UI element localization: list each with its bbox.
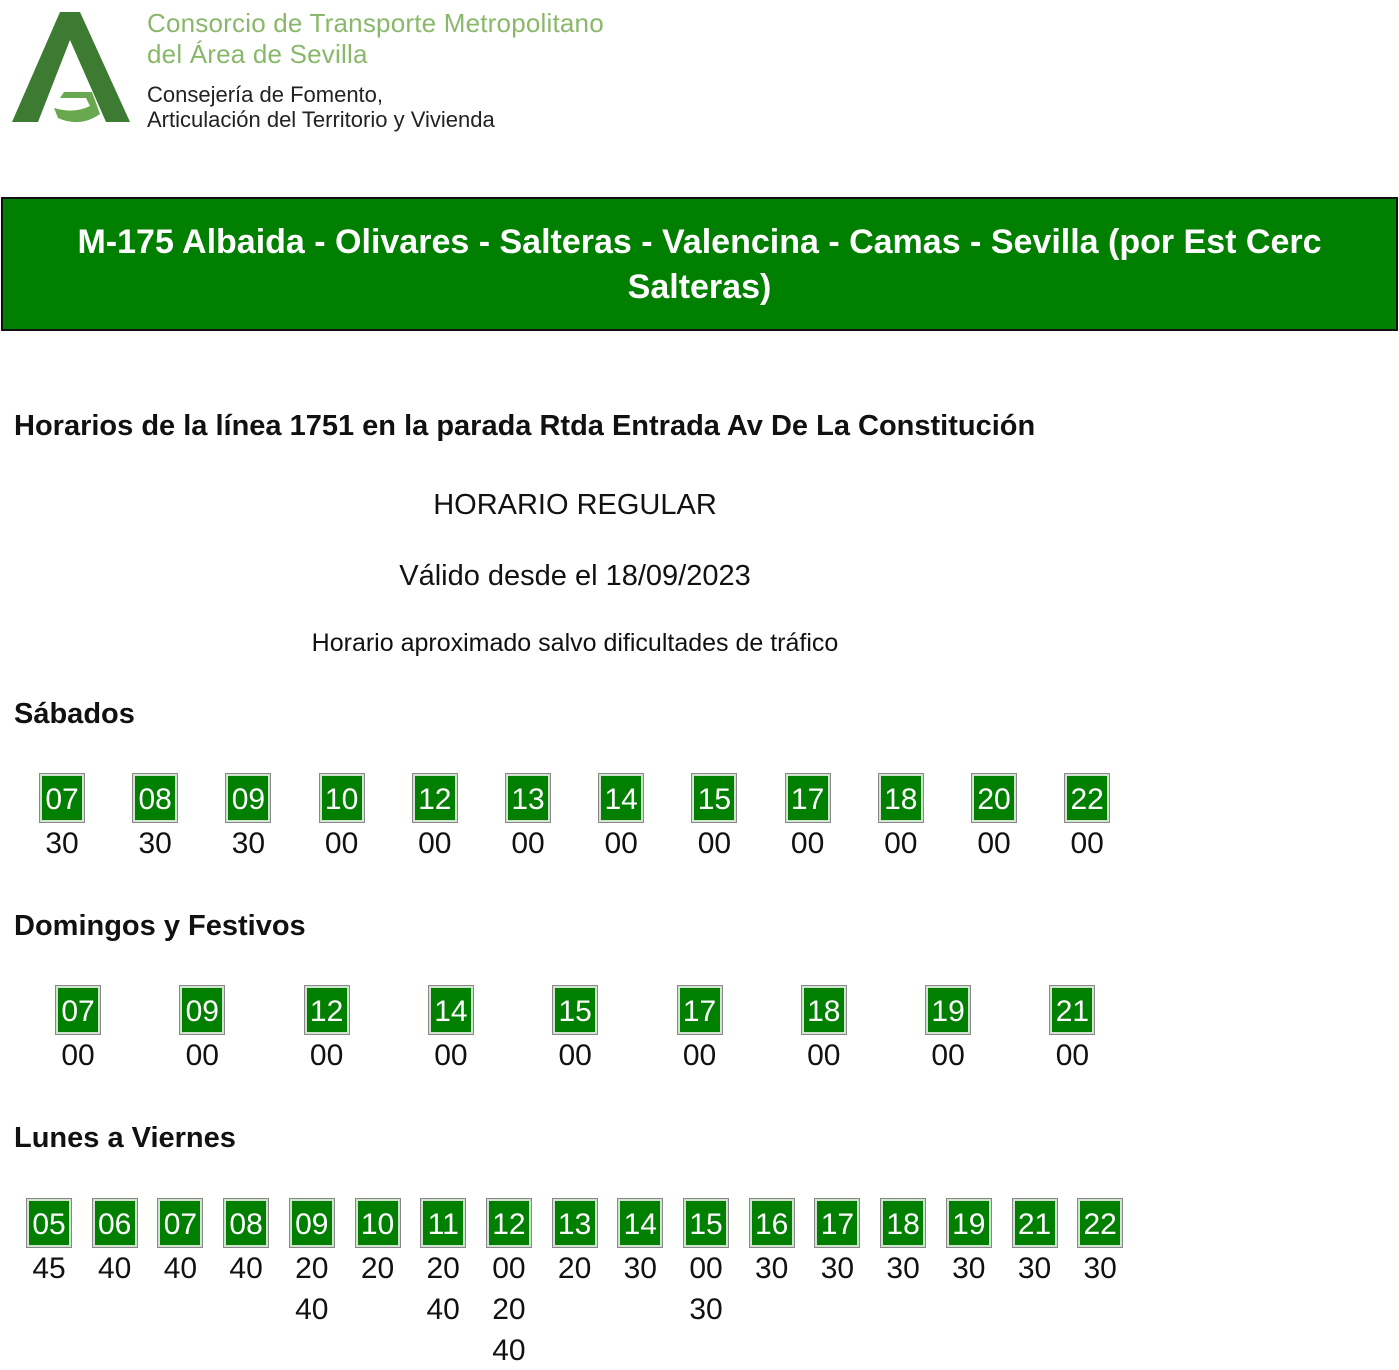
schedule-entry <box>871 774 931 863</box>
minute-value: 40 <box>229 1252 263 1285</box>
schedule-entry <box>918 986 978 1075</box>
hour-badge: 08 <box>224 1199 268 1247</box>
minute-value: 00 <box>689 1252 723 1285</box>
schedule-entry <box>964 774 1024 863</box>
minute-value: 20 <box>360 1252 395 1285</box>
minute-value: 40 <box>492 1334 526 1367</box>
minute-value: 00 <box>790 827 825 860</box>
org-name <box>147 8 604 70</box>
minute-value: 20 <box>557 1252 592 1285</box>
schedule-type: HORARIO REGULAR <box>433 489 717 521</box>
schedule-entry <box>312 774 372 863</box>
schedule-entry <box>1057 774 1117 863</box>
schedule-entry <box>545 986 605 1075</box>
hour-badge: 18 <box>802 986 846 1034</box>
hour-badge: 17 <box>815 1199 859 1247</box>
minute-value: 00 <box>324 827 359 860</box>
minute-value: 30 <box>952 1252 986 1285</box>
hour-badge: 09 <box>290 1199 334 1247</box>
hour-badge: 20 <box>972 774 1016 822</box>
schedule-entry <box>405 774 465 863</box>
hour-badge: 17 <box>786 774 830 822</box>
minute-value: 40 <box>295 1293 329 1326</box>
hour-badge: 22 <box>1078 1199 1122 1247</box>
schedule-entry <box>794 986 854 1075</box>
minute-value: 30 <box>755 1252 789 1285</box>
hour-badge: 09 <box>180 986 224 1034</box>
schedule-entry <box>19 1199 79 1288</box>
minute-value: 30 <box>623 1252 657 1285</box>
minute-value: 20 <box>426 1252 460 1285</box>
minute-value: 00 <box>434 1039 468 1072</box>
schedule-entry <box>1070 1199 1130 1288</box>
minute-value: 00 <box>931 1039 965 1072</box>
hour-badge: 18 <box>881 1199 925 1247</box>
hour-badge: 07 <box>40 774 84 822</box>
hour-badge: 12 <box>487 1199 531 1247</box>
schedule-entry <box>150 1199 210 1288</box>
route-title-line1: M-175 Albaida - Olivares - Salteras - Valencina - Camas - Sevilla (por Est Cerc <box>77 223 1322 261</box>
hour-badge: 13 <box>506 774 550 822</box>
hour-badge: 05 <box>27 1199 71 1247</box>
route-title <box>3 199 1396 310</box>
schedule-entry <box>85 1199 145 1288</box>
schedule-entry <box>807 1199 867 1288</box>
hour-badge: 06 <box>93 1199 137 1247</box>
minute-value: 30 <box>231 827 266 860</box>
schedule-entry <box>742 1199 802 1288</box>
minute-value: 00 <box>511 827 545 860</box>
hour-badge: 21 <box>1013 1199 1057 1247</box>
minute-value: 00 <box>604 827 638 860</box>
minute-value: 45 <box>32 1252 66 1285</box>
hour-badge: 21 <box>1050 986 1094 1034</box>
stop-title: Horarios de la línea 1751 en la parada Rtda Entrada Av De La Constitución <box>14 410 1036 442</box>
hour-badge: 18 <box>879 774 923 822</box>
minute-value: 40 <box>163 1252 198 1285</box>
hour-badge: 22 <box>1065 774 1109 822</box>
minute-value: 20 <box>295 1252 329 1285</box>
schedule-entry <box>297 986 357 1075</box>
minute-value: 20 <box>492 1293 526 1326</box>
schedule-entry <box>218 774 278 863</box>
hour-badge: 17 <box>678 986 722 1034</box>
schedule-entry <box>216 1199 276 1288</box>
hour-badge: 07 <box>56 986 100 1034</box>
hour-badge: 15 <box>553 986 597 1034</box>
schedule-entry <box>125 774 185 863</box>
hour-badge: 11 <box>421 1199 465 1247</box>
minute-value: 00 <box>682 1039 717 1072</box>
org-name-line1: Consorcio de Transporte Metropolitano <box>147 8 604 38</box>
schedule-entry <box>939 1199 999 1288</box>
schedule-entry <box>172 986 232 1075</box>
minute-value: 00 <box>884 827 918 860</box>
valid-from: Válido desde el 18/09/2023 <box>399 560 751 592</box>
schedule-entry <box>778 774 838 863</box>
minute-value: 40 <box>98 1252 132 1285</box>
schedule-entry <box>348 1199 408 1288</box>
minute-value: 00 <box>418 827 452 860</box>
schedule-entry <box>873 1199 933 1288</box>
hour-badge: 19 <box>926 986 970 1034</box>
minute-value: 30 <box>689 1293 723 1326</box>
hour-badge: 12 <box>305 986 349 1034</box>
minute-value: 00 <box>1070 827 1104 860</box>
hour-badge: 08 <box>133 774 177 822</box>
minute-value: 30 <box>1083 1252 1117 1285</box>
section-title-lunes-viernes: Lunes a Viernes <box>14 1122 236 1154</box>
minute-value: 30 <box>45 827 79 860</box>
schedule-entry <box>676 1199 736 1329</box>
schedule-entry <box>479 1199 539 1370</box>
department-line2: Articulación del Territorio y Vivienda <box>147 107 495 132</box>
org-name-line2: del Área de Sevilla <box>147 39 368 69</box>
minute-value: 30 <box>138 827 172 860</box>
route-banner <box>1 197 1398 331</box>
minute-value: 30 <box>1017 1252 1052 1285</box>
route-title-line2: Salteras) <box>627 268 772 306</box>
junta-andalucia-logo-icon <box>10 10 132 128</box>
minute-value: 00 <box>185 1039 219 1072</box>
minute-value: 30 <box>820 1252 855 1285</box>
hour-badge: 19 <box>947 1199 991 1247</box>
minute-value: 00 <box>977 827 1011 860</box>
hour-badge: 12 <box>413 774 457 822</box>
schedule-entry <box>610 1199 670 1288</box>
hour-badge: 07 <box>158 1199 202 1247</box>
minute-value: 00 <box>697 827 732 860</box>
hour-badge: 16 <box>750 1199 794 1247</box>
hour-badge: 14 <box>429 986 473 1034</box>
hour-badge: 09 <box>226 774 270 822</box>
hour-badge: 15 <box>684 1199 728 1247</box>
schedule-entry <box>48 986 108 1075</box>
department-name <box>147 82 495 132</box>
minute-value: 00 <box>61 1039 95 1072</box>
hour-badge: 13 <box>553 1199 597 1247</box>
schedule-entry <box>498 774 558 863</box>
schedule-entry <box>684 774 744 863</box>
minute-value: 00 <box>1055 1039 1090 1072</box>
hour-badge: 10 <box>356 1199 400 1247</box>
section-title-domingos: Domingos y Festivos <box>14 910 306 942</box>
minute-value: 00 <box>492 1252 526 1285</box>
schedule-entry <box>670 986 730 1075</box>
schedule-entry <box>32 774 92 863</box>
minute-value: 40 <box>426 1293 460 1326</box>
traffic-note: Horario aproximado salvo dificultades de tráfico <box>311 629 839 657</box>
minute-value: 00 <box>558 1039 592 1072</box>
minute-value: 30 <box>886 1252 920 1285</box>
hour-badge: 14 <box>618 1199 662 1247</box>
schedule-entry <box>282 1199 342 1329</box>
department-line1: Consejería de Fomento, <box>147 82 384 107</box>
minute-value: 00 <box>309 1039 344 1072</box>
hour-badge: 14 <box>599 774 643 822</box>
minute-value: 00 <box>807 1039 841 1072</box>
schedule-entry <box>545 1199 605 1288</box>
schedule-entry <box>591 774 651 863</box>
hour-badge: 15 <box>692 774 736 822</box>
schedule-entry <box>1005 1199 1065 1288</box>
section-title-sabados: Sábados <box>14 698 135 730</box>
schedule-entry <box>413 1199 473 1329</box>
schedule-entry <box>1042 986 1102 1075</box>
header <box>0 0 1399 150</box>
hour-badge: 10 <box>320 774 364 822</box>
schedule-entry <box>421 986 481 1075</box>
